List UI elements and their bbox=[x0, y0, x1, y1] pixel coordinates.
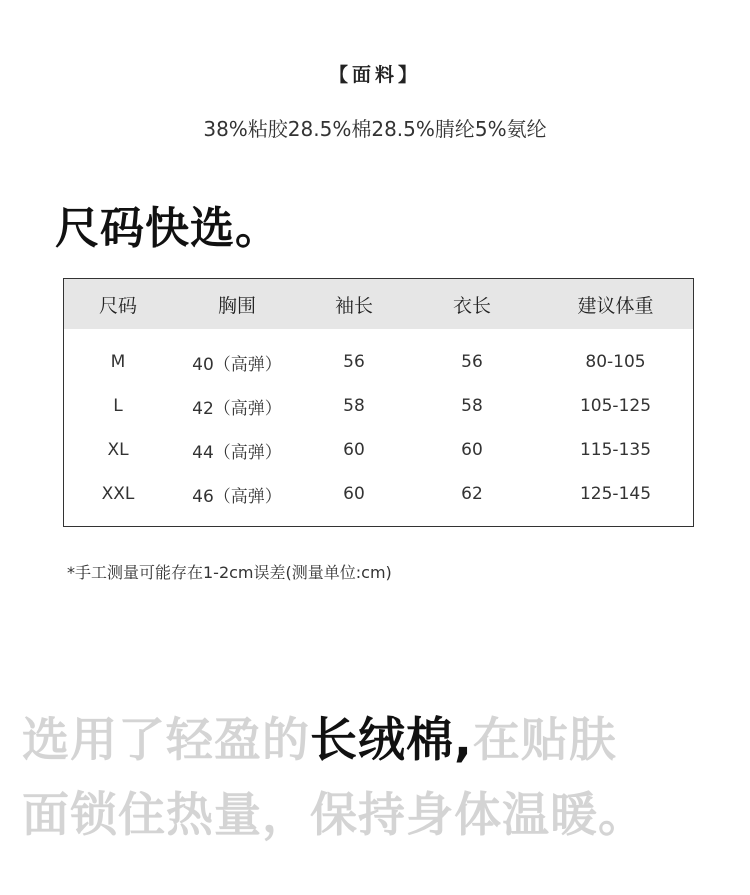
cell-weight: 125-145 bbox=[579, 484, 652, 504]
slogan-emphasis: 长绒棉, bbox=[310, 713, 473, 768]
cell-size: XL bbox=[107, 440, 129, 460]
table-row bbox=[64, 428, 693, 472]
table-row bbox=[64, 340, 693, 384]
cell-chest: 46（高弹） bbox=[192, 486, 282, 507]
cell-length: 62 bbox=[461, 484, 483, 504]
cell-sleeve: 60 bbox=[343, 484, 365, 504]
cell-sleeve: 58 bbox=[343, 396, 365, 416]
fabric-heading: 【面料】 bbox=[328, 64, 421, 86]
slogan-line-1-suffix: 在贴肤 bbox=[472, 713, 617, 768]
cell-weight: 105-125 bbox=[579, 396, 652, 416]
cell-chest: 42（高弹） bbox=[192, 398, 282, 419]
fabric-composition: 38%粘胶28.5%棉28.5%腈纶5%氨纶 bbox=[203, 117, 547, 141]
table-header-row bbox=[64, 279, 693, 329]
header-chest: 胸围 bbox=[217, 294, 256, 317]
slogan-line-1-prefix: 选用了轻盈的 bbox=[22, 713, 310, 768]
header-sleeve: 袖长 bbox=[334, 294, 373, 317]
header-length: 衣长 bbox=[452, 294, 491, 317]
table-row bbox=[64, 384, 693, 428]
cell-size: XXL bbox=[101, 484, 135, 504]
size-table bbox=[63, 278, 694, 527]
cell-sleeve: 56 bbox=[343, 352, 365, 372]
cell-weight: 80-105 bbox=[585, 352, 646, 372]
cell-chest: 44（高弹） bbox=[192, 442, 282, 463]
table-body bbox=[64, 329, 693, 516]
size-section-title: 尺码快选。 bbox=[55, 203, 280, 254]
cell-sleeve: 60 bbox=[343, 440, 365, 460]
cell-length: 58 bbox=[461, 396, 483, 416]
cell-size: L bbox=[113, 396, 123, 416]
header-size: 尺码 bbox=[98, 294, 137, 317]
measurement-note: *手工测量可能存在1-2cm误差(测量单位:cm) bbox=[67, 563, 392, 582]
table-row bbox=[64, 472, 693, 516]
cell-chest: 40（高弹） bbox=[192, 354, 282, 375]
cell-length: 56 bbox=[461, 352, 483, 372]
cell-length: 60 bbox=[461, 440, 483, 460]
slogan-line-1 bbox=[22, 703, 617, 770]
slogan-line-2: 面锁住热量，保持身体温暖。 bbox=[22, 788, 646, 843]
header-weight: 建议体重 bbox=[577, 294, 654, 317]
cell-weight: 115-135 bbox=[579, 440, 652, 460]
cell-size: M bbox=[110, 352, 126, 372]
